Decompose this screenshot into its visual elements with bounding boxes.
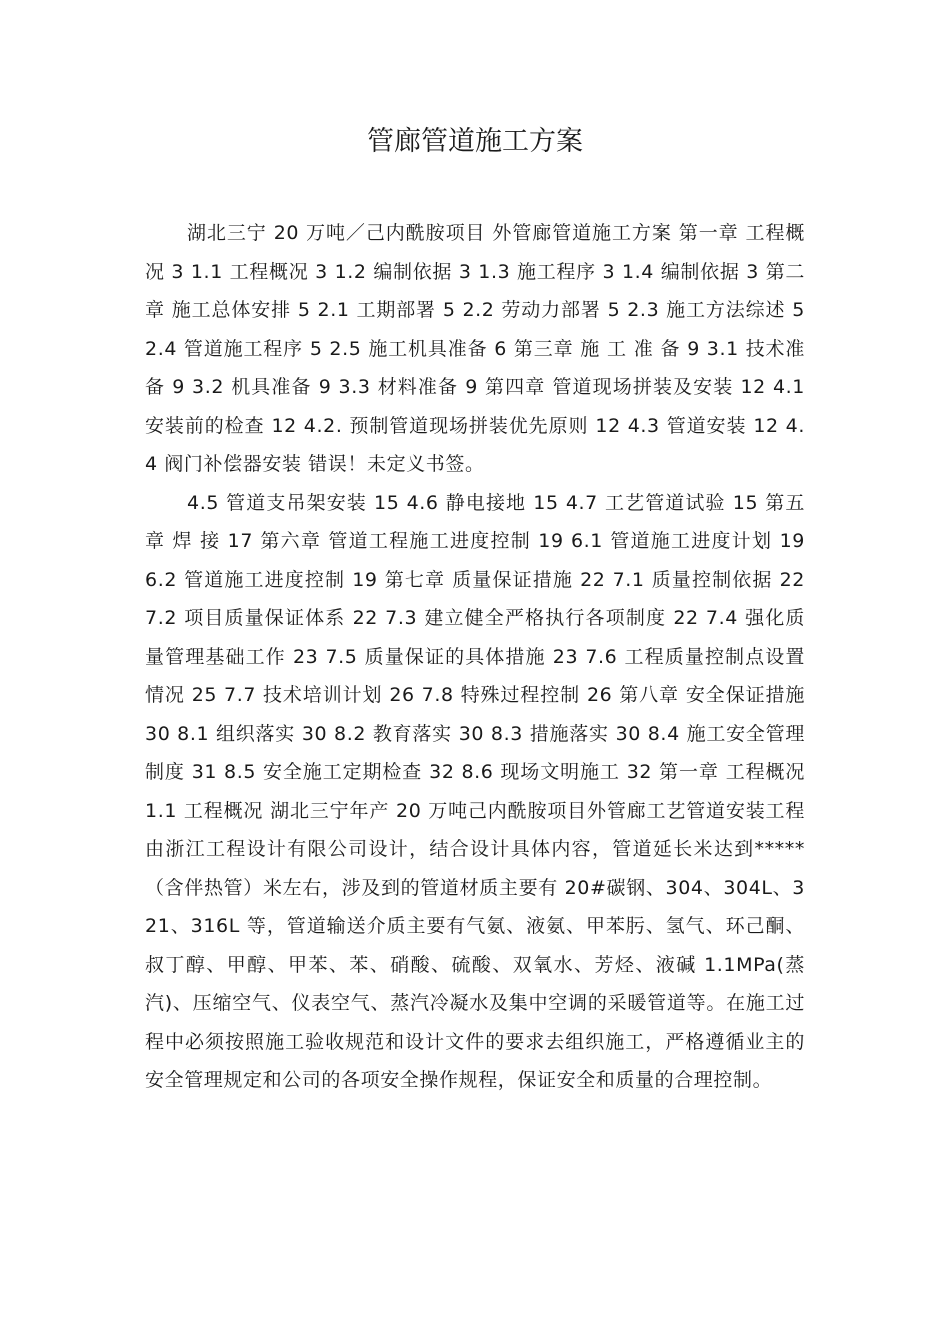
paragraph-contents-and-overview: 4.5 管道支吊架安装 15 4.6 静电接地 15 4.7 工艺管道试验 15 第五章 焊 接 17 第六章 管道工程施工进度控制 19 6.1 管道施工进度计划 19 6.2 管道施工进度控制 19 第七章 质量保证措施 22 7.1 质量控制依据 22 7.2 项目质量保证体系 22 7.3 建立健全严格执行各项制度 22 7.4 强化质量管理基础工作 23 7.5 质量保证的具体措施 23 7.6 工程质量控制点设置情况 25 7.7 技术培训计划 26 7.8 特殊过程控制 26 第八章 安全保证措施 30 8.1 组织落实 30 8.2 教育落实 30 8.3 措施落实 30 8.4 施工安全管理制度 31 8.5 安全施工定期检查 32 8.6 现场文明施工 32 第一章 工程概况 1.1 工程概况 湖北三宁年产 20 万吨己内酰胺项目外管廊工艺管道安装工程由浙江工程设计有限公司设计，结合设计具体内容，管道延长米达到*****（含伴热管）米左右，涉及到的管道材质主要有 20#碳钢、304、304L、321、316L 等，管道输送介质主要有气氨、液氨、甲苯肟、氢气、环己酮、叔丁醇、甲醇、甲苯、苯、硝酸、硫酸、双氧水、芳烃、液碱 1.1MPa(蒸汽)、压缩空气、仪表空气、蒸汽冷凝水及集中空调的采暖管道等。在施工过程中必须按照施工验收规范和设计文件的要求去组织施工，严格遵循业主的安全管理规定和公司的各项安全操作规程，保证安全和质量的合理控制。 xyxy=(145,491,805,1091)
document-body xyxy=(145,214,805,1100)
document-title: 管廊管道施工方案 xyxy=(367,126,583,157)
paragraph-table-of-contents: 湖北三宁 20 万吨／己内酰胺项目 外管廊管道施工方案 第一章 工程概况 3 1.1 工程概况 3 1.2 编制依据 3 1.3 施工程序 3 1.4 编制依据 3 第二章 施工总体安排 5 2.1 工期部署 5 2.2 劳动力部署 5 2.3 施工方法综述 5 2.4 管道施工程序 5 2.5 施工机具准备 6 第三章 施 工 准 备 9 3.1 技术准备 9 3.2 机具准备 9 3.3 材料准备 9 第四章 管道现场拼装及安装 12 4.1 安装前的检查 12 4.2. 预制管道现场拼装优先原则 12 4.3 管道安装 12 4.4 阀门补偿器安装 错误！未定义书签。 xyxy=(145,222,805,475)
